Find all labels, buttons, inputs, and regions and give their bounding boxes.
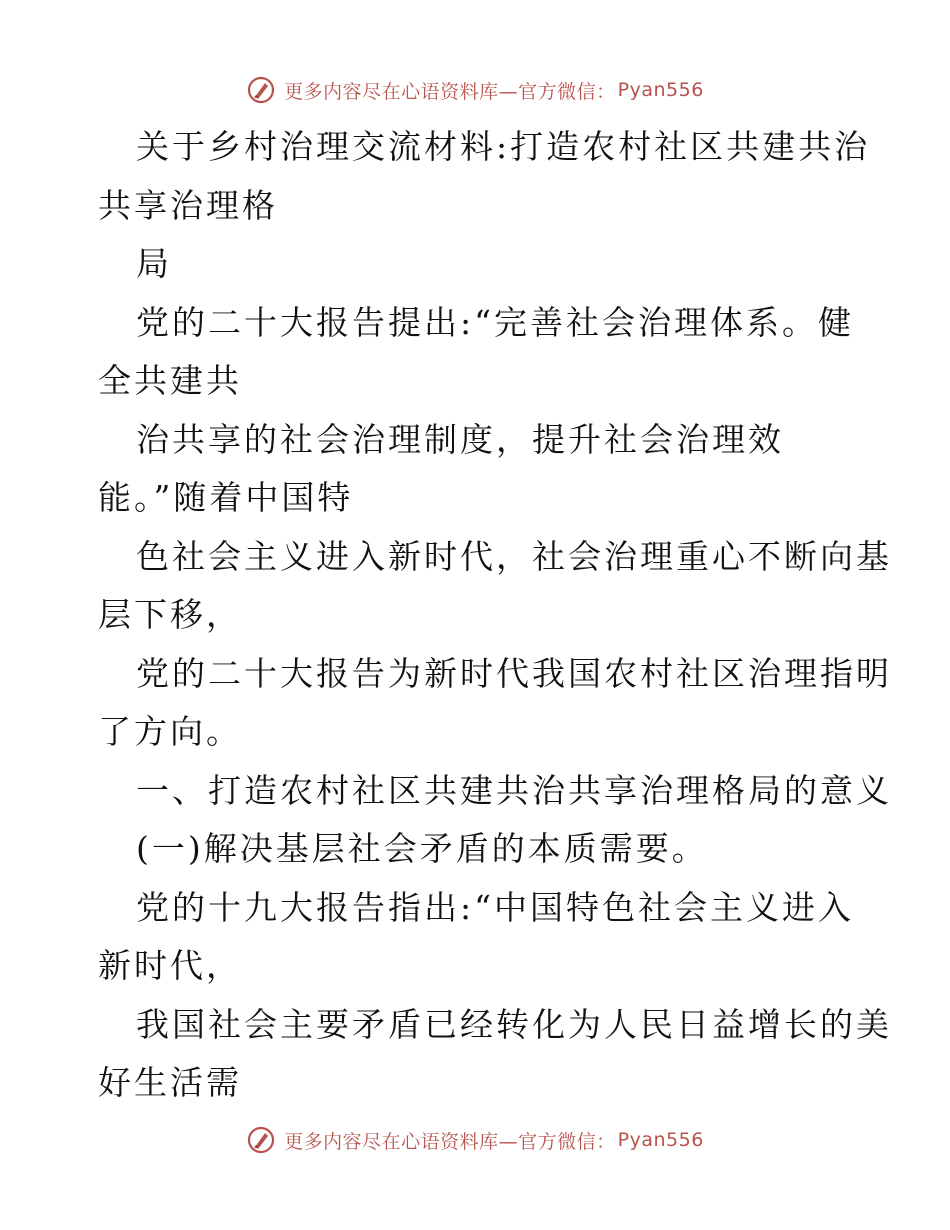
text-line: 共享治理格: [98, 185, 278, 225]
text-line: 治共享的社会治理制度，提升社会治理效: [136, 419, 784, 459]
watermark-text: 更多内容尽在心语资料库—官方微信：: [284, 1130, 616, 1153]
text-line: 色社会主义进入新时代，社会治理重心不断向基: [136, 536, 892, 576]
document-body: [98, 118, 892, 1113]
wechat-id: Pyan556: [617, 1129, 704, 1151]
watermark-banner-bottom: [0, 1122, 950, 1158]
text-line: 关于乡村治理交流材料:打造农村社区共建共治: [136, 127, 871, 166]
text-line: 党的二十大报告为新时代我国农村社区治理指明: [136, 653, 892, 693]
text-line: 我国社会主要矛盾已经转化为人民日益增长的美: [136, 1004, 892, 1044]
text-line: 局: [136, 244, 172, 283]
text-line: 层下移，: [98, 595, 242, 634]
text-line: (一)解决基层社会矛盾的本质需要。: [136, 829, 708, 868]
watermark-banner-top: [0, 72, 950, 108]
text-line: 了方向。: [98, 712, 242, 751]
text-line: 能。”随着中国特: [98, 478, 354, 517]
text-line: 党的十九大报告指出:“中国特色社会主义进入: [136, 887, 854, 927]
pen-nib-logo-icon: [246, 75, 276, 105]
text-line: 全共建共: [98, 361, 242, 400]
text-line: 好生活需: [98, 1063, 242, 1102]
wechat-id: Pyan556: [617, 79, 704, 101]
text-line: 一、打造农村社区共建共治共享治理格局的意义: [136, 770, 892, 810]
pen-nib-logo-icon: [246, 1125, 276, 1155]
text-line: 新时代，: [98, 946, 242, 985]
text-line: 党的二十大报告提出:“完善社会治理体系。健: [136, 302, 854, 342]
watermark-text: 更多内容尽在心语资料库—官方微信：: [284, 80, 616, 103]
